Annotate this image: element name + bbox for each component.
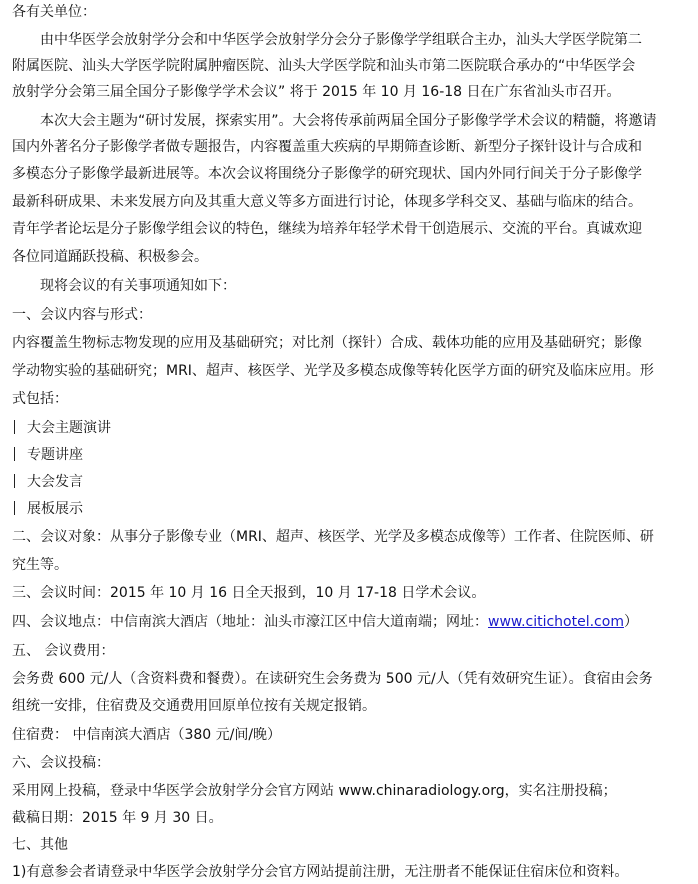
intro-p1-line2: 附属医院、汕头大学医学院附属肿瘤医院、汕头大学医学院和汕头市第二医院联合承办的“中华医学会 — [12, 58, 636, 74]
greeting: 各有关单位： — [12, 4, 96, 20]
section6-deadline: 截稿日期：2015 年 9 月 30 日。 — [12, 810, 223, 826]
section5-lodging: 住宿费： 中信南滨大酒店（380 元/间/晚） — [12, 727, 282, 743]
list-item-label: 展板展示 — [27, 501, 83, 517]
intro-p3: 现将会议的有关事项通知如下： — [40, 278, 236, 294]
section1-body-line2: 学动物实验的基础研究；MRI、超声、核医学、光学及多模态成像等转化医学方面的研究及临床应用。形 — [12, 363, 654, 379]
intro-p2-line1: 本次大会主题为“研讨发展，探索实用”。大会将传承前两届全国分子影像学学术会议的精髓，将邀请 — [40, 113, 657, 129]
bullet-bar-icon — [14, 447, 15, 461]
section2-line1: 二、会议对象：从事分子影像专业（MRI、超声、核医学、光学及多模态成像等）工作者、住院医师、研 — [12, 529, 654, 545]
section4 — [12, 612, 638, 634]
bullet-bar-icon — [14, 501, 15, 515]
section1-body-line1: 内容覆盖生物标志物发现的应用及基础研究；对比剂（探针）合成、载体功能的应用及基础研究；影像 — [12, 335, 642, 351]
section7-item1: 1)有意参会者请登录中华医学会放射学分会官方网站提前注册，无注册者不能保证住宿床位和资料。 — [12, 864, 629, 880]
intro-p2-line5: 青年学者论坛是分子影像学组会议的特色，继续为培养年轻学术骨干创造展示、交流的平台。真诚欢迎 — [12, 221, 642, 237]
intro-p1-line3: 放射学分会第三届全国分子影像学学术会议” 将于 2015 年 10 月 16-18 日在广东省汕头市召开。 — [12, 84, 621, 100]
section2-line2: 究生等。 — [12, 557, 68, 573]
section1-heading: 一、会议内容与形式： — [12, 307, 152, 323]
section5-body-line2: 组统一安排，住宿费及交通费用回原单位按有关规定报销。 — [12, 698, 376, 714]
intro-p2-line2: 国内外著名分子影像学者做专题报告，内容覆盖重大疾病的早期筛查诊断、新型分子探针设计与合成和 — [12, 139, 642, 155]
section5-heading: 五、 会议费用： — [12, 643, 115, 659]
list-item-label: 专题讲座 — [27, 447, 83, 463]
list-item — [12, 418, 111, 440]
list-item-label: 大会发言 — [27, 474, 83, 490]
section3: 三、会议时间：2015 年 10 月 16 日全天报到，10 月 17-18 日学术会议。 — [12, 585, 486, 601]
section1-body-line3: 式包括： — [12, 391, 68, 407]
section6-heading: 六、会议投稿： — [12, 755, 110, 771]
list-item — [12, 445, 83, 467]
section4-suffix: ） — [623, 614, 638, 630]
list-item — [12, 472, 83, 494]
intro-p2-line6: 各位同道踊跃投稿、积极参会。 — [12, 249, 208, 265]
bullet-bar-icon — [14, 420, 15, 434]
section7-heading: 七、其他 — [12, 837, 68, 853]
section6-body: 采用网上投稿，登录中华医学会放射学分会官方网站 www.chinaradiology.org，实名注册投稿； — [12, 783, 617, 799]
section5-body-line1: 会务费 600 元/人（含资料费和餐费）。在读研究生会务费为 500 元/人（凭有效研究生证）。食宿由会务 — [12, 671, 653, 687]
section4-prefix: 四、会议地点：中信南滨大酒店（地址：汕头市濠江区中信大道南端；网址： — [12, 614, 488, 630]
intro-p2-line3: 多模态分子影像学最新进展等。本次会议将围绕分子影像学的研究现状、国内外同行间关于分子影像学 — [12, 166, 642, 182]
bullet-bar-icon — [14, 474, 15, 488]
list-item-label: 大会主题演讲 — [27, 420, 111, 436]
intro-p2-line4: 最新科研成果、未来发展方向及其重大意义等多方面进行讨论，体现多学科交叉、基础与临床的结合。 — [12, 194, 642, 210]
intro-p1-line1: 由中华医学会放射学分会和中华医学会放射学分会分子影像学学组联合主办，汕头大学医学院第二 — [40, 32, 642, 48]
list-item — [12, 499, 83, 521]
hotel-website-link[interactable]: www.citichotel.com — [488, 614, 624, 630]
